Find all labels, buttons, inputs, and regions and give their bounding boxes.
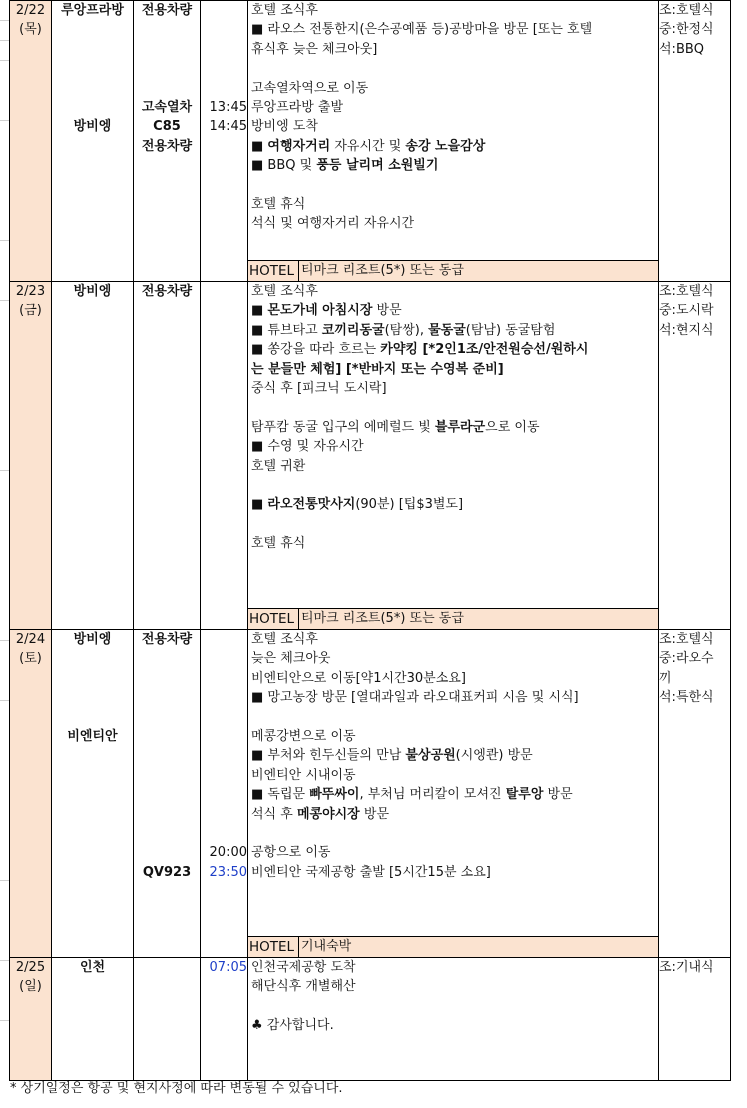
blank-line	[201, 805, 247, 824]
schedule-line	[251, 1016, 658, 1035]
schedule-text: 호텔 조식후	[251, 284, 318, 299]
date-cell	[10, 630, 52, 958]
schedule-text: ■	[251, 497, 268, 513]
schedule-line	[251, 40, 658, 59]
schedule-highlight: 풍등 날리며 소원빌기	[316, 158, 439, 174]
schedule-highlight: 빠뚜싸이	[309, 787, 360, 803]
schedule-line	[251, 863, 658, 882]
blank-line	[201, 1, 247, 20]
schedule-text: , 부처님 머리칼이 모셔진	[359, 787, 506, 803]
blank-line	[134, 669, 200, 688]
blank-line	[201, 824, 247, 843]
schedule-cell	[248, 282, 659, 630]
schedule-text: (90분) [팁$3별도]	[355, 497, 464, 513]
city-cell	[52, 630, 134, 958]
schedule-line	[251, 977, 658, 996]
date: 2/24	[15, 632, 46, 647]
schedule-text: 호텔 조식후	[251, 632, 318, 647]
blank-line	[52, 669, 133, 688]
blank-line	[201, 746, 247, 765]
schedule-line	[251, 156, 658, 175]
weekday: (토)	[19, 651, 42, 667]
blank-line	[134, 805, 200, 824]
blank-line	[52, 40, 133, 59]
blank-line	[52, 98, 133, 117]
schedule-cell	[248, 630, 659, 958]
schedule-text: ■ 망고농장 방문 [열대과일과 라오대표커피 시음 및 시식]	[251, 690, 579, 706]
day-row	[10, 1, 731, 282]
schedule-text: 휴식후 늦은 체크아웃]	[251, 41, 378, 57]
city-name: 방비엥	[73, 632, 112, 647]
schedule-line	[251, 117, 658, 136]
schedule-highlight: 물동굴	[428, 322, 466, 338]
transport-label: QV923	[142, 864, 192, 880]
blank-line	[201, 649, 247, 668]
time-cell	[201, 282, 248, 630]
blank-line	[201, 20, 247, 39]
meal-cell	[659, 630, 731, 958]
schedule-text: ■	[251, 303, 268, 319]
schedule-text: 고속열차역으로 이동	[251, 80, 369, 96]
hotel-row	[248, 936, 659, 958]
blank-line	[134, 688, 200, 707]
weekday: (일)	[19, 979, 42, 995]
gutter-line	[0, 470, 9, 471]
schedule-line	[251, 340, 658, 359]
date-cell	[10, 282, 52, 630]
schedule-text: 루앙프라방 출발	[251, 99, 344, 115]
blank-line	[134, 843, 200, 862]
meal-entry: 조:호텔식	[659, 632, 714, 647]
schedule-text: 비엔티안 국제공항 출발 [5시간15분 소요]	[251, 864, 491, 880]
transport-cell	[134, 282, 201, 630]
time-value: 23:50	[209, 864, 247, 880]
schedule-text: ♣ 감사합니다.	[251, 1018, 334, 1034]
schedule-highlight: 코끼리동굴	[321, 322, 385, 338]
city-cell	[52, 958, 134, 1081]
city-name: 루앙프라방	[61, 3, 124, 18]
schedule-text: ■	[251, 138, 268, 154]
schedule-line	[251, 98, 658, 117]
schedule-line	[251, 630, 658, 649]
blank-line	[52, 649, 133, 668]
date: 2/23	[15, 284, 46, 299]
meal-entry: 조:호텔식	[659, 284, 714, 299]
schedule-text: 방문	[543, 787, 573, 803]
blank-line	[201, 708, 247, 727]
schedule-text: (탐남) 동굴탐험	[465, 322, 556, 338]
weekday: (목)	[19, 22, 42, 38]
time-cell	[201, 1, 248, 282]
meal-cell	[659, 1, 731, 282]
date: 2/22	[15, 3, 46, 18]
schedule-text: ■ 쏭강을 따라 흐르는	[251, 342, 381, 358]
gutter-line	[0, 120, 9, 121]
schedule-line	[251, 1, 658, 20]
schedule-highlight: 탈루앙	[505, 787, 544, 803]
schedule-text: ■ 튜브타고	[251, 322, 322, 338]
meal-entry: 끼	[659, 670, 672, 686]
footnote: * 상기일정은 항공 및 현지사정에 따라 변동될 수 있습니다.	[10, 1081, 343, 1096]
schedule-line	[251, 495, 658, 514]
hotel-label: HOTEL	[248, 261, 300, 281]
schedule-line	[251, 688, 658, 707]
schedule-line	[251, 176, 658, 195]
schedule-text: ■ 독립문	[251, 787, 310, 803]
schedule-cell	[248, 958, 659, 1081]
schedule-line	[251, 534, 658, 553]
transport-label: 전용차량	[141, 3, 193, 18]
schedule-line	[251, 515, 658, 534]
schedule-highlight: 몬도가네 아침시장	[267, 303, 373, 319]
schedule-line	[251, 669, 658, 688]
schedule-text: 방비엥 도착	[251, 119, 318, 135]
schedule-line	[251, 379, 658, 398]
gutter-line	[0, 700, 9, 701]
blank-line	[201, 688, 247, 707]
schedule-text: ■ BBQ 및	[251, 158, 317, 174]
blank-line	[52, 708, 133, 727]
transport-label: 고속열차	[141, 99, 193, 115]
schedule-line	[251, 79, 658, 98]
hotel-row	[248, 260, 659, 282]
hotel-name: 기내숙박	[301, 939, 352, 954]
blank-line	[134, 785, 200, 804]
schedule-line	[251, 398, 658, 417]
schedule-text: 방문	[372, 303, 402, 319]
schedule-line	[251, 843, 658, 862]
schedule-line	[251, 708, 658, 727]
schedule-highlight: 불상공원	[405, 748, 456, 764]
meal-entry: 조:호텔식	[659, 3, 714, 18]
schedule-text: 탐푸캄 동굴 입구의 에메럴드 빛	[251, 419, 435, 435]
blank-line	[201, 79, 247, 98]
day-row	[10, 958, 731, 1081]
schedule-line	[251, 766, 658, 785]
schedule-highlight: 송강 노을감상	[405, 138, 486, 154]
schedule-highlight: 여행자거리	[267, 138, 331, 154]
schedule-highlight: 메콩야시장	[296, 806, 360, 822]
transport-label: C85	[153, 119, 181, 135]
gutter-line	[0, 960, 9, 961]
schedule-line	[251, 360, 658, 379]
schedule-line	[251, 997, 658, 1016]
blank-line	[52, 79, 133, 98]
schedule-text: ■ 라오스 전통한지(은수공예품 등)공방마을 방문 [또는 호텔	[251, 22, 593, 38]
schedule-line	[251, 727, 658, 746]
hotel-name: 티마크 리조트(5*) 또는 동급	[301, 263, 464, 278]
gutter-line	[0, 240, 9, 241]
blank-line	[134, 40, 200, 59]
blank-line	[201, 766, 247, 785]
schedule-text: 자유시간 및	[330, 138, 406, 154]
schedule-text: 석식 후	[251, 806, 297, 822]
schedule-text: 해단식후 개별해산	[251, 979, 356, 995]
transport-cell	[134, 630, 201, 958]
day-row	[10, 282, 731, 630]
weekday: (금)	[19, 303, 42, 319]
blank-line	[201, 40, 247, 59]
city-cell	[52, 282, 134, 630]
city-name: 방비엥	[73, 119, 112, 135]
schedule-line	[251, 437, 658, 456]
gutter-line	[0, 40, 9, 41]
time-cell	[201, 958, 248, 1081]
meal-entry: 중:한정식	[659, 22, 714, 38]
schedule-line	[251, 418, 658, 437]
hotel-label: HOTEL	[248, 937, 300, 957]
meal-entry: 석:현지식	[659, 322, 714, 338]
schedule-line	[251, 282, 658, 301]
blank-line	[52, 59, 133, 78]
meal-entry: 중:라오수	[659, 651, 714, 667]
gutter-line	[0, 20, 9, 21]
schedule-text: 비엔티안으로 이동[약1시간30분소요]	[251, 670, 466, 686]
schedule-line	[251, 649, 658, 668]
schedule-line	[251, 321, 658, 340]
time-value: 07:05	[209, 960, 247, 975]
blank-line	[201, 669, 247, 688]
schedule-text: 으로 이동	[485, 419, 540, 435]
schedule-text: 호텔 조식후	[251, 3, 318, 18]
schedule-text: 호텔 귀환	[251, 458, 306, 474]
gutter-line	[0, 60, 9, 61]
blank-line	[201, 630, 247, 649]
date: 2/25	[15, 960, 46, 975]
gutter-line	[0, 640, 9, 641]
meal-entry: 석:BBQ	[659, 41, 705, 57]
meal-entry: 중:도시락	[659, 303, 714, 319]
schedule-highlight: 라오전통맛사지	[267, 497, 356, 513]
transport-cell	[134, 1, 201, 282]
schedule-text: 호텔 휴식	[251, 196, 306, 212]
transport-label: 전용차량	[141, 632, 193, 647]
schedule-text: 비엔티안 시내이동	[251, 767, 356, 783]
schedule-text: 메콩강변으로 이동	[251, 728, 356, 744]
schedule-line	[251, 137, 658, 156]
schedule-text: ■ 부처와 힌두신들의 만남	[251, 748, 406, 764]
city-name: 비엔티안	[67, 728, 118, 744]
gutter-line	[0, 1020, 9, 1021]
blank-line	[134, 20, 200, 39]
blank-line	[134, 727, 200, 746]
schedule-line	[251, 59, 658, 78]
schedule-text: 방문	[359, 806, 389, 822]
city-name: 인천	[79, 960, 106, 975]
schedule-text: ■ 수영 및 자유시간	[251, 439, 364, 455]
blank-line	[201, 785, 247, 804]
schedule-line	[251, 214, 658, 233]
blank-line	[201, 59, 247, 78]
meal-cell	[659, 958, 731, 1081]
transport-label: 전용차량	[141, 284, 193, 299]
transport-label: 전용차량	[141, 138, 193, 154]
date-cell	[10, 958, 52, 1081]
schedule-line	[251, 958, 658, 977]
schedule-line	[251, 805, 658, 824]
meal-cell	[659, 282, 731, 630]
schedule-highlight: 블루라군	[434, 419, 486, 435]
city-name: 방비엥	[73, 284, 112, 299]
blank-line	[134, 708, 200, 727]
schedule-text: 호텔 휴식	[251, 536, 306, 552]
blank-line	[134, 59, 200, 78]
hotel-name: 티마크 리조트(5*) 또는 동급	[301, 611, 464, 626]
schedule-line	[251, 785, 658, 804]
itinerary-table	[9, 0, 731, 1081]
schedule-text: 석식 및 여행자거리 자유시간	[251, 216, 415, 232]
schedule-text: 공항으로 이동	[251, 845, 331, 861]
schedule-text: 중식 후 [피크닉 도시락]	[251, 380, 387, 396]
schedule-line	[251, 746, 658, 765]
schedule-highlight: 카약킹 [*2인1조/안전원승선/원하시	[380, 342, 589, 358]
schedule-line	[251, 824, 658, 843]
meal-entry: 조:기내식	[659, 960, 714, 975]
schedule-text: 늦은 체크아웃	[251, 651, 331, 667]
city-cell	[52, 1, 134, 282]
time-value: 14:45	[209, 119, 247, 135]
hotel-label: HOTEL	[248, 609, 300, 629]
gutter-line	[0, 300, 9, 301]
schedule-line	[251, 457, 658, 476]
schedule-text: 인천국제공항 도착	[251, 960, 356, 975]
blank-line	[52, 688, 133, 707]
blank-line	[134, 766, 200, 785]
transport-cell	[134, 958, 201, 1081]
blank-line	[134, 824, 200, 843]
date-cell	[10, 1, 52, 282]
schedule-text: (탐쌍),	[384, 322, 429, 338]
blank-line	[134, 79, 200, 98]
time-value: 13:45	[209, 99, 247, 115]
blank-line	[52, 20, 133, 39]
blank-line	[134, 649, 200, 668]
schedule-cell	[248, 1, 659, 282]
schedule-text: (시엥콴) 방문	[455, 748, 533, 764]
schedule-line	[251, 195, 658, 214]
meal-entry: 석:특한식	[659, 690, 714, 706]
time-cell	[201, 630, 248, 958]
schedule-highlight: 는 분들만 체험] [*반바지 또는 수영복 준비]	[251, 361, 504, 377]
gutter-line	[0, 880, 9, 881]
time-value: 20:00	[209, 845, 247, 861]
hotel-row	[248, 608, 659, 630]
schedule-line	[251, 476, 658, 495]
blank-line	[201, 727, 247, 746]
schedule-line	[251, 301, 658, 320]
day-row	[10, 630, 731, 958]
blank-line	[134, 746, 200, 765]
schedule-line	[251, 20, 658, 39]
